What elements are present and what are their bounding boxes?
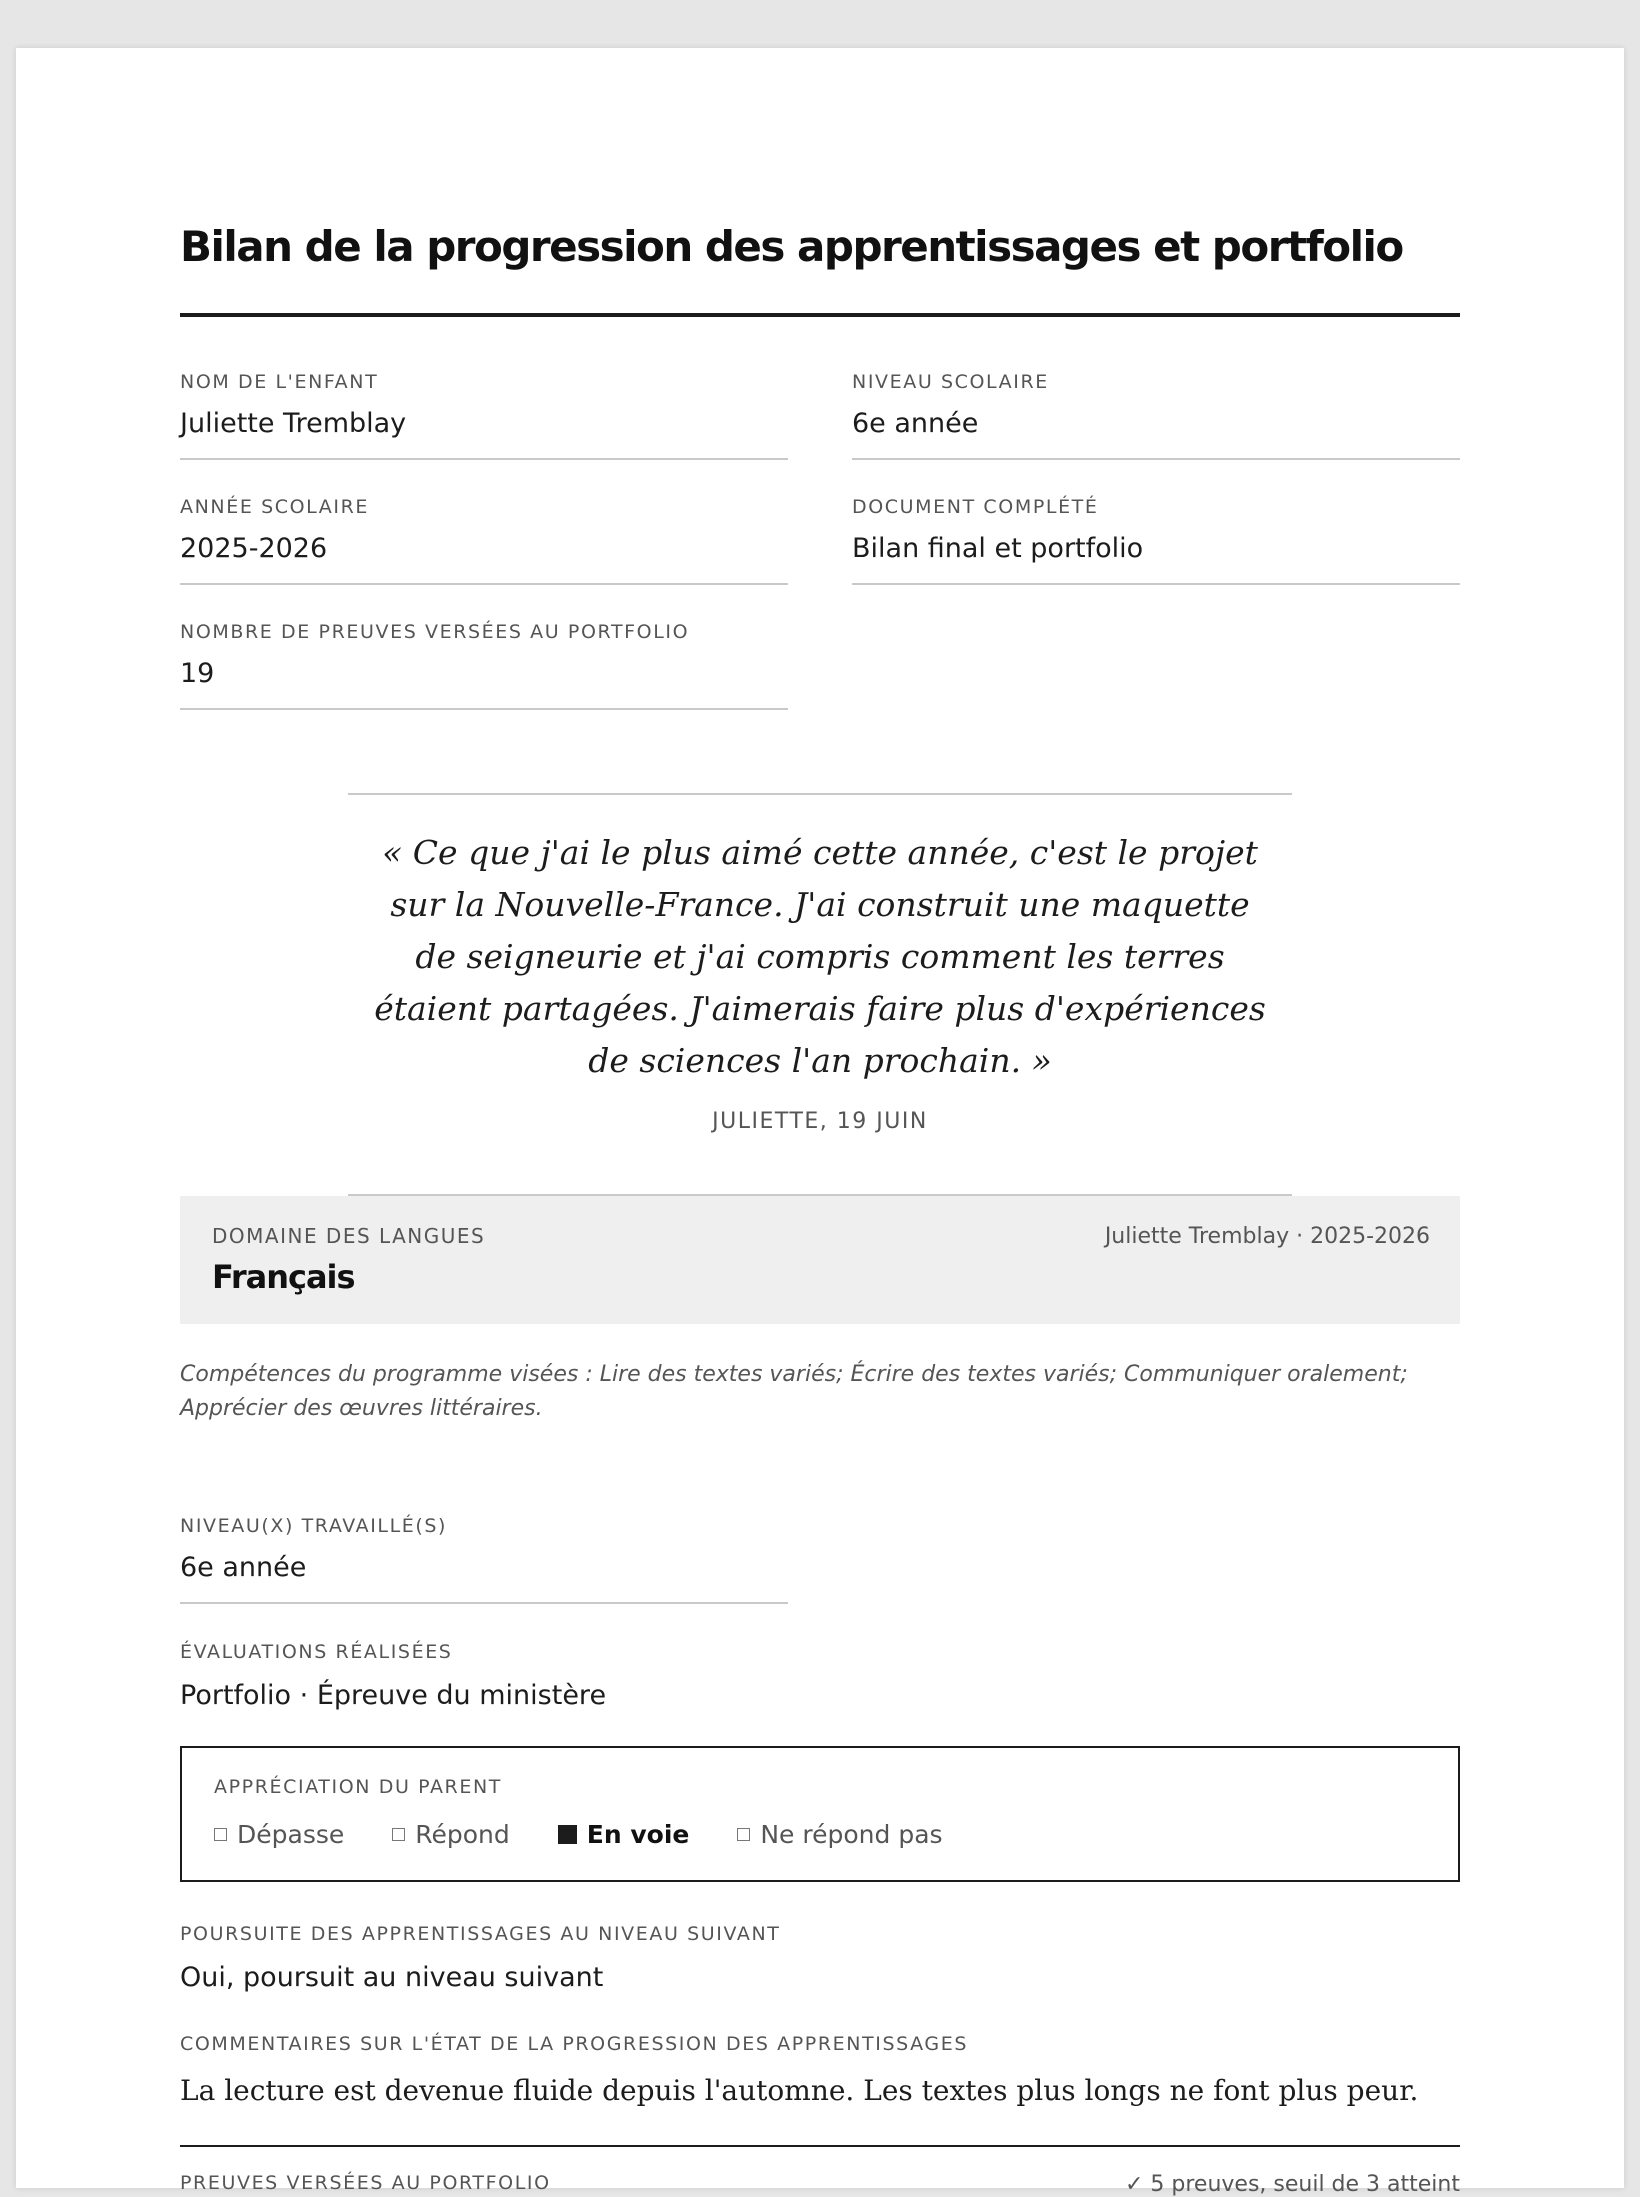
levels-worked-value: 6e année bbox=[180, 1552, 307, 1583]
option-repond[interactable] bbox=[392, 1820, 510, 1849]
school-year-field bbox=[180, 495, 788, 585]
comments-section bbox=[180, 2032, 1460, 2107]
option-label: Dépasse bbox=[237, 1820, 345, 1849]
child-name-label: NOM DE L'ENFANT bbox=[180, 371, 379, 393]
field-underline bbox=[180, 1602, 788, 1604]
levels-worked-field bbox=[180, 1514, 788, 1604]
child-name-value: Juliette Tremblay bbox=[180, 408, 407, 439]
comments-label: COMMENTAIRES SUR L'ÉTAT DE LA PROGRESSION DES APPRENTISSAGES bbox=[180, 2033, 968, 2055]
grade-level-label: NIVEAU SCOLAIRE bbox=[852, 371, 1049, 393]
field-underline bbox=[852, 583, 1460, 585]
domain-banner bbox=[180, 1196, 1460, 1324]
option-label: Répond bbox=[415, 1820, 510, 1849]
evidence-label: PREUVES VERSÉES AU PORTFOLIO bbox=[180, 2172, 551, 2194]
document-completed-value: Bilan final et portfolio bbox=[852, 533, 1144, 564]
evaluations-label: ÉVALUATIONS RÉALISÉES bbox=[180, 1641, 453, 1663]
grade-level-field bbox=[852, 370, 1460, 460]
levels-worked-label: NIVEAU(X) TRAVAILLÉ(S) bbox=[180, 1515, 448, 1537]
evidence-count-field bbox=[180, 620, 788, 710]
evidence-status: ✓ 5 preuves, seuil de 3 atteint bbox=[1124, 2172, 1460, 2197]
option-label: En voie bbox=[586, 1820, 690, 1849]
checked-box-icon bbox=[558, 1825, 577, 1844]
option-ne-repond-pas[interactable] bbox=[737, 1820, 942, 1849]
checkbox-icon bbox=[392, 1828, 405, 1841]
school-year-label: ANNÉE SCOLAIRE bbox=[180, 496, 369, 518]
appreciation-options bbox=[214, 1820, 943, 1849]
document-completed-label: DOCUMENT COMPLÉTÉ bbox=[852, 496, 1099, 518]
document-title: Bilan de la progression des apprentissages et portfolio bbox=[180, 222, 1403, 271]
option-label: Ne répond pas bbox=[760, 1820, 943, 1849]
continuation-label: POURSUITE DES APPRENTISSAGES AU NIVEAU SUIVANT bbox=[180, 1923, 781, 1945]
checkbox-icon bbox=[214, 1828, 227, 1841]
grade-level-value: 6e année bbox=[852, 408, 979, 439]
title-divider bbox=[180, 313, 1460, 317]
field-underline bbox=[180, 583, 788, 585]
field-underline bbox=[180, 458, 788, 460]
child-name-field bbox=[180, 370, 788, 460]
parent-appreciation-box bbox=[180, 1746, 1460, 1882]
continuation-section bbox=[180, 1922, 1460, 1993]
continuation-value: Oui, poursuit au niveau suivant bbox=[180, 1962, 604, 1993]
checkbox-icon bbox=[737, 1828, 750, 1841]
student-quote: « Ce que j'ai le plus aimé cette année, c'est le projet sur la Nouvelle-France. J'ai construit une maquette de seigneurie et j'ai compris comment les terres étaient partagées. J'aimerais faire plus d'expériences de sciences l'an prochain. » bbox=[374, 833, 1266, 1080]
quote-attribution: JULIETTE, 19 JUIN bbox=[712, 1109, 928, 1134]
evidence-count-value: 19 bbox=[180, 658, 215, 689]
student-quote-block bbox=[348, 793, 1292, 1134]
field-underline bbox=[852, 458, 1460, 460]
option-en-voie[interactable] bbox=[558, 1820, 690, 1849]
appreciation-label: APPRÉCIATION DU PARENT bbox=[214, 1776, 502, 1798]
evidence-divider bbox=[180, 2145, 1460, 2147]
domain-label: DOMAINE DES LANGUES bbox=[212, 1224, 486, 1248]
document-page bbox=[16, 48, 1624, 2197]
option-depasse[interactable] bbox=[214, 1820, 344, 1849]
domain-student-meta: Juliette Tremblay · 2025-2026 bbox=[1104, 1224, 1430, 1249]
evaluations-value: Portfolio · Épreuve du ministère bbox=[180, 1680, 607, 1711]
school-year-value: 2025-2026 bbox=[180, 533, 328, 564]
quote-top-divider bbox=[348, 793, 1292, 795]
comments-value: La lecture est devenue fluide depuis l'automne. Les textes plus longs ne font plus peur. bbox=[180, 2074, 1419, 2107]
evidence-section bbox=[180, 2172, 1460, 2197]
field-underline bbox=[180, 708, 788, 710]
domain-subject: Français bbox=[212, 1258, 355, 1296]
evidence-count-label: NOMBRE DE PREUVES VERSÉES AU PORTFOLIO bbox=[180, 621, 690, 643]
competences-text: Compétences du programme visées : Lire des textes variés; Écrire des textes variés; Communiquer oralement; Apprécier des œuvres littéraires. bbox=[180, 1362, 1408, 1421]
evaluations-section bbox=[180, 1640, 1460, 1711]
document-completed-field bbox=[852, 495, 1460, 585]
